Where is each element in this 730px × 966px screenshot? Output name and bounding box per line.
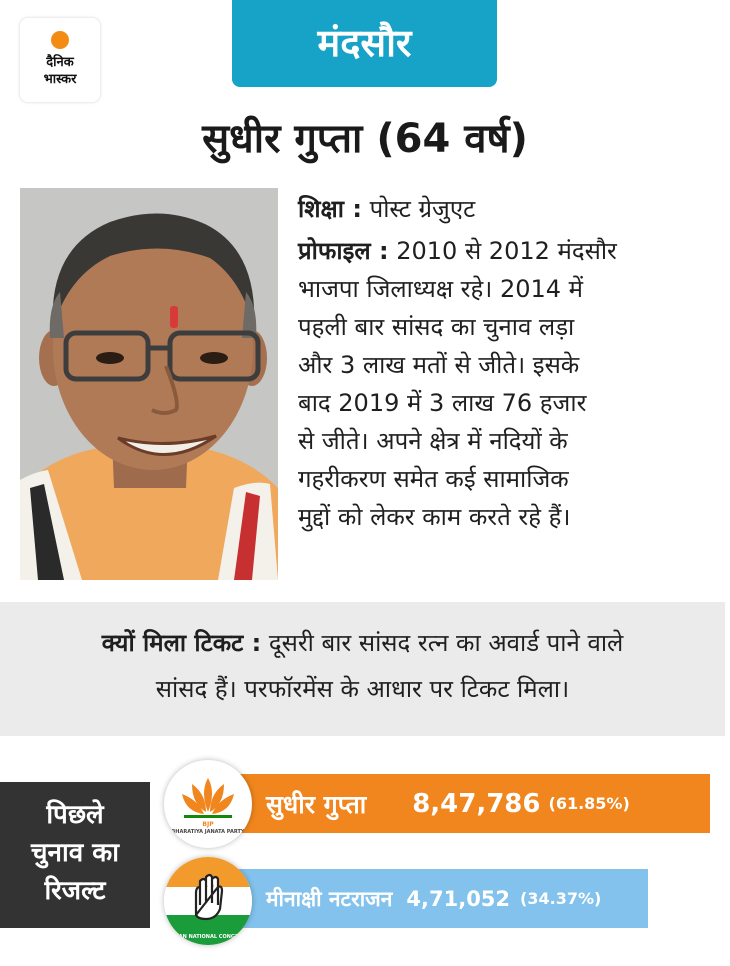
profile-text: 2010 से 2012 मंदसौर [396, 237, 617, 265]
vote-percent: (61.85%) [548, 794, 630, 813]
candidate-photo [20, 188, 278, 580]
profile-line: और 3 लाख मतों से जीते। इसके [298, 351, 580, 379]
why-ticket-line-1 [0, 620, 725, 666]
candidate-info [298, 190, 718, 536]
education-row [298, 190, 718, 228]
previous-result-label [0, 782, 150, 928]
previous-result-line: चुनाव का [31, 838, 119, 868]
profile-line: से जीते। अपने क्षेत्र में नदियों के [298, 427, 568, 455]
profile-line: गहरीकरण समेत कई सामाजिक [298, 465, 569, 493]
candidate-name: सुधीर गुप्ता [266, 789, 367, 819]
result-bar-bjp [210, 774, 710, 833]
sun-icon [51, 31, 69, 49]
profile-line: पहली बार सांसद का चुनाव लड़ा [298, 313, 575, 341]
why-ticket-panel [0, 602, 725, 736]
profile-label: प्रोफाइल : [298, 237, 389, 265]
why-ticket-text: दूसरी बार सांसद रत्न का अवार्ड पाने वाले [268, 629, 624, 657]
profile-line: भाजपा जिलाध्यक्ष रहे। 2014 में [298, 275, 584, 303]
vote-count: 4,71,052 [406, 886, 511, 911]
inc-label: INDIAN NATIONAL CONGRESS [166, 934, 250, 940]
education-label: शिक्षा : [298, 195, 362, 223]
congress-hand-icon [164, 857, 252, 945]
profile-line: मुद्दों को लेकर काम करते रहे हैं। [298, 503, 571, 531]
why-ticket-label: क्यों मिला टिकट : [101, 629, 262, 657]
vote-percent: (34.37%) [520, 889, 602, 908]
bjp-short: BJP [202, 821, 214, 828]
bjp-lotus-icon [164, 760, 252, 848]
why-ticket-line-2: सांसद हैं। परफॉरमेंस के आधार पर टिकट मिला। [155, 675, 570, 703]
logo-line-2: भास्कर [43, 72, 77, 87]
city-banner: मंदसौर [232, 0, 497, 87]
profile-line [298, 232, 718, 270]
bjp-label: BHARATIYA JANATA PARTY [171, 829, 245, 835]
previous-result-line: पिछले [46, 800, 104, 830]
previous-result-line: रिजल्ट [44, 876, 106, 906]
result-bar-inc [210, 869, 648, 928]
logo-line-1: दैनिक [46, 55, 74, 70]
vote-count: 8,47,786 [412, 788, 541, 819]
candidate-title: सुधीर गुप्ता (64 वर्ष) [202, 116, 528, 162]
dainik-bhaskar-logo [20, 18, 100, 102]
education-value: पोस्ट ग्रेजुएट [369, 195, 476, 223]
candidate-name: मीनाक्षी नटराजन [266, 886, 393, 911]
profile-line: बाद 2019 में 3 लाख 76 हजार [298, 389, 587, 417]
